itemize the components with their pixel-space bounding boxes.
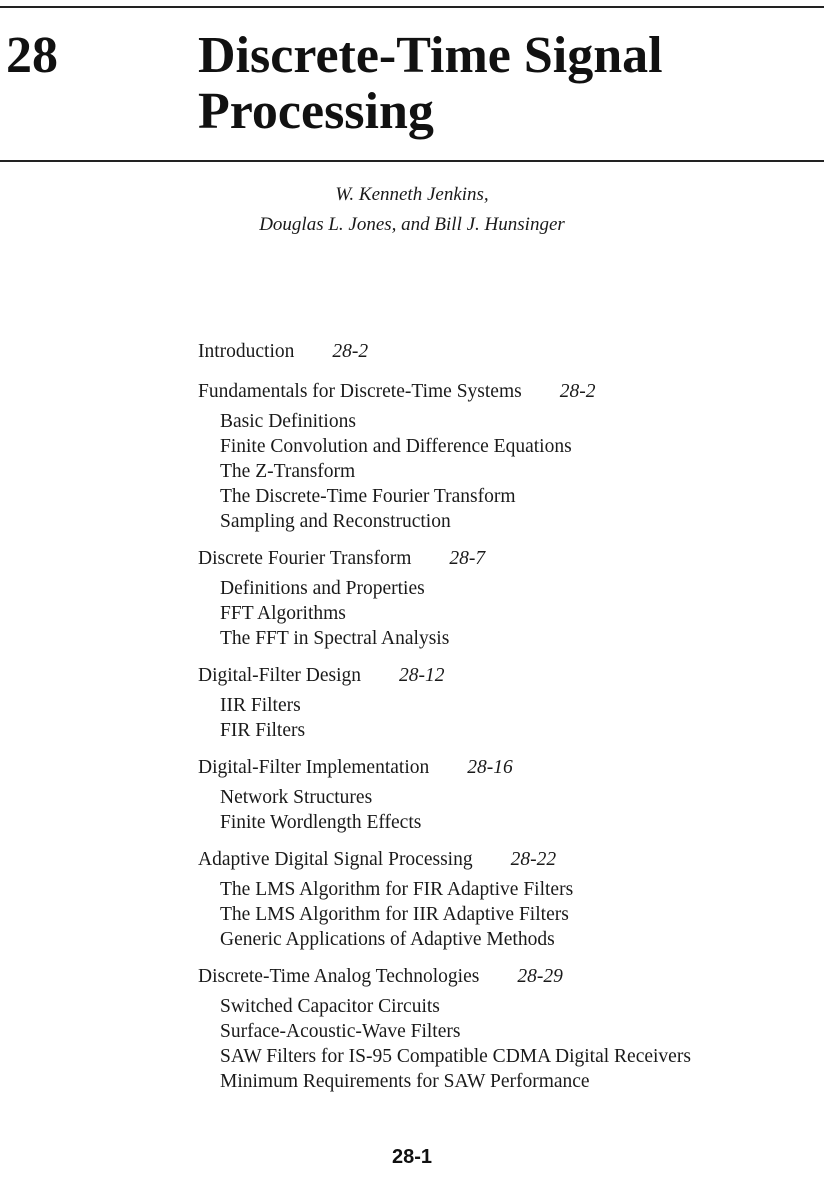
- toc-section-title: Discrete Fourier Transform: [198, 548, 412, 569]
- page-number: 28-1: [391, 1146, 433, 1168]
- toc-subsection[interactable]: Generic Applications of Adaptive Methods: [220, 929, 555, 950]
- toc-section-heading[interactable]: [198, 544, 798, 574]
- toc-subsection-list: [198, 785, 798, 835]
- toc-subsection[interactable]: Network Structures: [220, 787, 373, 808]
- toc-subsection[interactable]: FIR Filters: [220, 720, 306, 741]
- toc-subsection[interactable]: Basic Definitions: [220, 411, 356, 432]
- toc-section-heading[interactable]: [198, 845, 798, 875]
- toc-section-title: Introduction: [198, 341, 295, 362]
- title-rule: [0, 160, 824, 162]
- toc-subsection[interactable]: The LMS Algorithm for IIR Adaptive Filters: [220, 904, 569, 925]
- toc-section-title: Digital-Filter Implementation: [198, 757, 430, 778]
- toc-section: [198, 845, 798, 952]
- toc-section-heading[interactable]: [198, 962, 798, 992]
- toc-subsection-list: [198, 693, 798, 743]
- toc-subsection[interactable]: Switched Capacitor Circuits: [220, 996, 440, 1017]
- toc-section-page: 28-2: [332, 341, 369, 362]
- toc-section-title: Discrete-Time Analog Technologies: [198, 966, 480, 987]
- author-line-2: Douglas L. Jones, and Bill J. Hunsinger: [259, 214, 565, 235]
- toc-section: [198, 377, 798, 534]
- table-of-contents: [198, 337, 798, 1104]
- toc-section-title: Fundamentals for Discrete-Time Systems: [198, 381, 522, 402]
- toc-section-page: 28-16: [467, 757, 513, 778]
- toc-section-title: Adaptive Digital Signal Processing: [198, 849, 473, 870]
- chapter-title: [198, 28, 663, 140]
- toc-section-heading[interactable]: [198, 337, 798, 367]
- chapter-number: 28: [6, 27, 58, 84]
- toc-section: [198, 337, 798, 367]
- toc-subsection-list: [198, 409, 798, 534]
- toc-subsection[interactable]: IIR Filters: [220, 695, 301, 716]
- toc-subsection[interactable]: The LMS Algorithm for FIR Adaptive Filters: [220, 879, 574, 900]
- chapter-title-line-1: Discrete-Time Signal: [198, 27, 663, 84]
- toc-subsection-list: [198, 994, 798, 1094]
- toc-subsection[interactable]: The FFT in Spectral Analysis: [220, 628, 450, 649]
- toc-subsection[interactable]: Sampling and Reconstruction: [220, 511, 451, 532]
- toc-section-page: 28-7: [449, 548, 486, 569]
- toc-section: [198, 962, 798, 1094]
- toc-subsection-list: [198, 877, 798, 952]
- toc-subsection[interactable]: Minimum Requirements for SAW Performance: [220, 1071, 590, 1092]
- author-line-1: W. Kenneth Jenkins,: [335, 184, 489, 205]
- toc-section: [198, 544, 798, 651]
- toc-subsection[interactable]: The Z-Transform: [220, 461, 356, 482]
- toc-subsection[interactable]: FFT Algorithms: [220, 603, 346, 624]
- toc-section: [198, 661, 798, 743]
- toc-section-page: 28-12: [399, 665, 445, 686]
- toc-section-title: Digital-Filter Design: [198, 665, 362, 686]
- toc-section-heading[interactable]: [198, 661, 798, 691]
- toc-section-heading[interactable]: [198, 753, 798, 783]
- chapter-title-line-2: Processing: [198, 83, 434, 140]
- toc-subsection[interactable]: Finite Wordlength Effects: [220, 812, 422, 833]
- toc-section-heading[interactable]: [198, 377, 798, 407]
- authors: [0, 180, 824, 240]
- toc-subsection[interactable]: Finite Convolution and Difference Equations: [220, 436, 572, 457]
- top-rule: [0, 6, 824, 8]
- toc-subsection[interactable]: Definitions and Properties: [220, 578, 425, 599]
- toc-section-page: 28-22: [510, 849, 557, 870]
- toc-subsection-list: [198, 576, 798, 651]
- toc-subsection[interactable]: Surface-Acoustic-Wave Filters: [220, 1021, 461, 1042]
- toc-subsection[interactable]: SAW Filters for IS-95 Compatible CDMA Digital Receivers: [220, 1046, 691, 1067]
- toc-section-page: 28-29: [517, 966, 563, 987]
- toc-section-page: 28-2: [559, 381, 596, 402]
- toc-section: [198, 753, 798, 835]
- toc-subsection[interactable]: The Discrete-Time Fourier Transform: [220, 486, 516, 507]
